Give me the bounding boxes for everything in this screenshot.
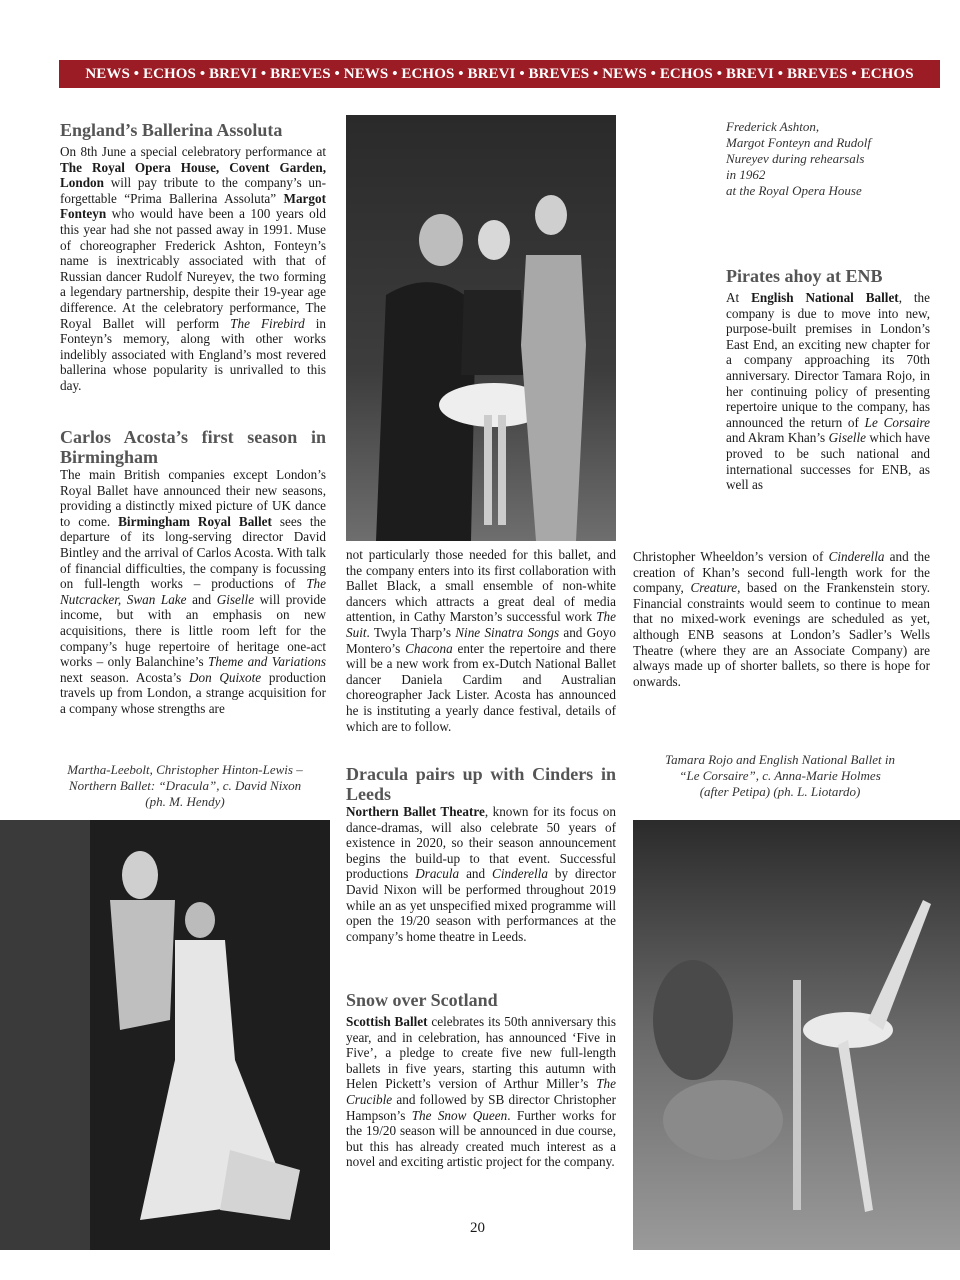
italic-title: Don Quixote [188, 669, 262, 685]
caption-line: Martha-Leebolt, Christopher Hinton-Lewis – [67, 762, 303, 777]
text-run: and [459, 866, 493, 882]
text-run: and the creation of Khan’s second full-length work for the company, [633, 549, 931, 596]
text-run: and [186, 591, 217, 607]
article-title: Snow over Scotland [346, 990, 498, 1010]
caption-line: at the Royal Opera House [726, 183, 862, 198]
italic-title: The Snow Queen [411, 1107, 508, 1123]
article-body [346, 804, 616, 944]
text-run: On 8th June a special celebratory performance at [60, 144, 326, 159]
article-pirates-enb-continued [633, 549, 930, 689]
text-run: and Goyo Montero’s [346, 624, 616, 656]
photo-dracula [0, 820, 330, 1250]
caption-line: (after Petipa) (ph. L. Liotardo) [699, 784, 861, 799]
article-body [726, 290, 930, 493]
text-run: next season. Acosta’s [60, 669, 189, 685]
text-run: who would have been a 100 years old this year had she not passed away in 1991. Muse of choreographer Frederick Ashton, Fonteyn’s name is inextricably associated with that of Russian dancer Rudolf Nureyev, the two forming a legendary partnership, despite their 19-year age difference. At the celebratory performance, The Royal Ballet will perform [60, 206, 326, 331]
italic-title: Creature [690, 580, 738, 596]
article-carlos-acosta [60, 427, 326, 717]
caption-line: (ph. M. Hendy) [145, 794, 225, 809]
text-run: sees the departure of its long-serving director David Bintley and the arrival of Carlos Acosta. With talk of financial difficulties, the company is focussing on full-length works – productions of [60, 513, 326, 592]
italic-title: Chacona [405, 640, 453, 656]
italic-title: Giselle [828, 430, 866, 446]
photo-le-corsaire [633, 820, 960, 1250]
article-ballerina-assoluta [60, 120, 326, 394]
article-body [346, 547, 616, 734]
bold-text: Scottish Ballet [346, 1014, 428, 1029]
article-body [60, 144, 326, 394]
photo-caption-ashton [726, 119, 936, 199]
italic-title: The Firebird [230, 315, 305, 331]
caption-line: Frederick Ashton, [726, 119, 820, 134]
text-run: At [726, 290, 752, 305]
text-run: by director David Nixon will be performed throughout 2019 while an as yet unspecified mixed programme will open the 19/20 season with performances at the company’s home theatre in Leeds. [346, 866, 616, 944]
section-banner: NEWS • ECHOS • BREVI • BREVES • NEWS • ECHOS • BREVI • BREVES • NEWS • ECHOS • BREVI • BREVES • ECHOS [59, 60, 940, 88]
text-run: and Akram Khan’s [726, 430, 829, 446]
article-dracula-cinders [346, 764, 616, 944]
text-run: celebrates its 50th anniversary this year, and in celebration, has announced ‘Five in Five’, a pledge to create five new full-length ballets in five years, starting this autumn with Helen Pickett’s version of Arthur Miller’s [346, 1014, 616, 1092]
caption-line: Tamara Rojo and English National Ballet in [665, 752, 895, 767]
text-run: will pay tribute to the company’s unforgettable “Prima Ballerina Assoluta” [60, 175, 326, 206]
caption-line: Nureyev during rehearsals [726, 151, 865, 166]
article-title: Pirates ahoy at ENB [726, 266, 883, 286]
text-run: production travels up from London, a strange acquisition for a company whose strengths are [60, 669, 326, 716]
text-run: . Further works for the 19/20 season will be announced in due course, but this has already created much interest as a novel and exciting artistic project for the company. [346, 1107, 617, 1170]
italic-title: The Suit [346, 609, 616, 640]
text-run: , based on the Frankenstein story. Financial constraints would seem to continue to mean that no mixed-work evenings are scheduled as yet, although ENB seasons at London’s Sadler’s Wells Theatre (where they are an Associate Company) are always made up of shorter ballets, so there is hope for onwards. [633, 580, 930, 689]
italic-title: Cinderella [828, 549, 885, 564]
caption-line: Northern Ballet: “Dracula”, c. David Nixon [68, 778, 302, 793]
article-pirates-enb [726, 266, 930, 493]
article-body [346, 1014, 616, 1170]
text-run: will provide income, but with an emphasis on new acquisitions, there is little room left for the company’s huge repertoire of heritage one-act works – only Balanchine’s [60, 591, 326, 670]
text-run: enter the repertoire and there will be a new work from ex-Dutch National Ballet dancer Daniela Cardim and Australian choreographer Jack Lister. Acosta has announced he is instituting a yearly dance festival, details of which are to follow. [346, 640, 616, 734]
bold-text: English National Ballet [751, 290, 899, 305]
italic-title: Theme and Variations [208, 654, 326, 670]
photo-caption-dracula [40, 762, 330, 810]
article-body [633, 549, 930, 689]
text-run: The main British companies except London’s Royal Ballet have announced their new seasons, providing a distinctly mixed picture of UK dance to come. [60, 467, 326, 529]
italic-title: The Crucible [346, 1076, 616, 1107]
article-title: England’s Ballerina Assoluta [60, 120, 283, 140]
italic-title: Cinderella [492, 866, 548, 882]
bold-text: Birmingham Royal Ballet [118, 513, 272, 529]
text-run: Christopher Wheeldon’s version of [633, 549, 829, 564]
article-title: Dracula pairs up with Cinders in Leeds [346, 764, 616, 804]
caption-line: “Le Corsaire”, c. Anna-Marie Holmes [679, 768, 881, 783]
photo-ashton-fonteyn-nureyev [346, 115, 616, 541]
text-run: , the company is due to move into new, purpose-built premises in London’s East End, an exciting new chapter for a company approaching its 70th anniversary. Director Tamara Rojo, in her continuing policy of presenting repertoire unique to the company, has announced the return of [726, 290, 930, 430]
italic-title: Le Corsaire [864, 414, 930, 430]
italic-title: The Nutcracker, Swan Lake [60, 576, 326, 607]
text-run: . Twyla Tharp’s [366, 624, 456, 640]
text-run: which have proved to be such national and international successes for ENB, as well as [726, 430, 930, 493]
article-snow-over-scotland [346, 990, 616, 1170]
page-number: 20 [470, 1220, 485, 1236]
text-run: in Fonteyn’s memory, along with other works indelibly associated with England’s most revered ballerina whose popularity is unrivalled to this day. [60, 315, 327, 393]
photo-caption-corsaire [630, 752, 930, 800]
text-run: not particularly those needed for this ballet, and the company enters into its first collaboration with Ballet Black, a small ensemble of non-white dancers which attracts a great deal of media attention, in Cathy Marston’s successful work [346, 547, 616, 625]
text-run: , known for its focus on dance-dramas, will also celebrate 50 years of existence in 2020, so their season announcement begins the build-up to that event. Successful productions [346, 804, 616, 882]
article-title: Carlos Acosta’s first season in Birmingham [60, 427, 326, 467]
bold-text: The Royal Opera House, Covent Garden, London [60, 159, 326, 191]
caption-line: in 1962 [726, 167, 766, 182]
article-body [60, 467, 326, 717]
bold-text: Margot Fonteyn [60, 190, 326, 222]
caption-line: Margot Fonteyn and Rudolf [726, 135, 872, 150]
bold-text: Northern Ballet Theatre [346, 804, 485, 819]
italic-title: Dracula [415, 866, 460, 882]
italic-title: Giselle [216, 591, 255, 607]
italic-title: Nine Sinatra Songs [455, 624, 560, 640]
article-carlos-acosta-continued [346, 547, 616, 734]
text-run: and followed by SB director Christopher Hampson’s [346, 1091, 616, 1123]
